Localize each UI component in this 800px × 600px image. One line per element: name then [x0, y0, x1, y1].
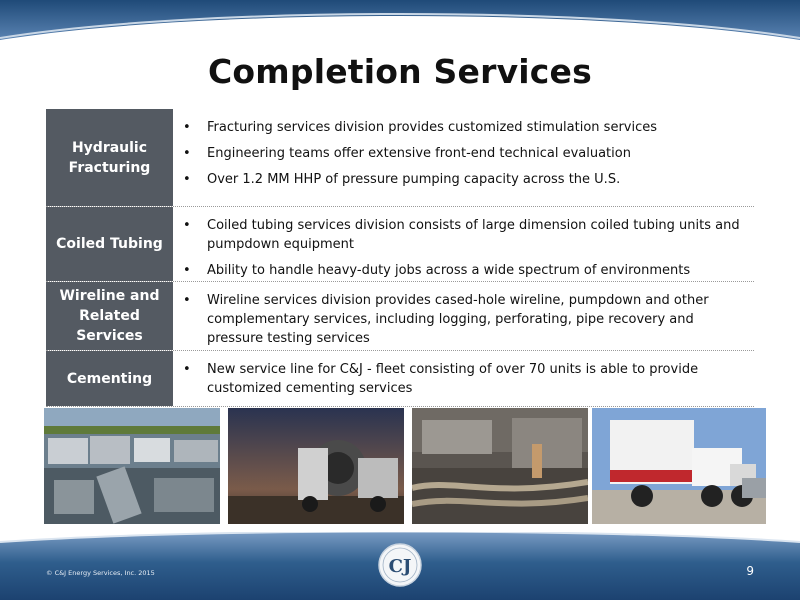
service-label: Wireline and Related Services — [46, 282, 173, 350]
services-table — [46, 109, 754, 407]
copyright-text: © C&J Energy Services, Inc. 2015 — [46, 569, 155, 577]
cementing-truck-photo — [592, 408, 766, 524]
service-label: Hydraulic Fracturing — [46, 109, 173, 206]
service-bullets — [173, 282, 754, 350]
service-label: Coiled Tubing — [46, 207, 173, 281]
header-swoosh — [0, 0, 800, 42]
wireline-equipment-photo — [412, 408, 588, 524]
service-bullets — [173, 207, 754, 281]
bullet-item: • Wireline services division provides cased-hole wireline, pumpdown and other complementary services, including logging, perforating, pipe recovery and pressure testing services — [181, 291, 744, 348]
photo-strip — [44, 408, 766, 524]
service-bullets — [173, 351, 754, 406]
logo-text: CJ — [388, 556, 412, 577]
bullet-item: • Coiled tubing services division consists of large dimension coiled tubing units and pumpdown equipment — [181, 216, 744, 254]
service-row-cementing — [46, 351, 754, 407]
bullet-item: • Fracturing services division provides customized stimulation services — [181, 118, 744, 137]
page-number: 9 — [746, 564, 754, 578]
coiled-tubing-unit-photo — [228, 408, 404, 524]
service-row-hydraulic-fracturing — [46, 109, 754, 207]
bullet-item: • Ability to handle heavy-duty jobs across a wide spectrum of environments — [181, 261, 744, 280]
service-row-coiled-tubing — [46, 207, 754, 282]
bullet-item: • New service line for C&J - fleet consisting of over 70 units is able to provide customized cementing services — [181, 360, 744, 398]
service-label: Cementing — [46, 351, 173, 406]
page-title: Completion Services — [208, 52, 592, 91]
bullet-item: • Engineering teams offer extensive front-end technical evaluation — [181, 144, 744, 163]
fracturing-fleet-photo — [44, 408, 220, 524]
service-row-wireline — [46, 282, 754, 351]
bullet-item: • Over 1.2 MM HHP of pressure pumping capacity across the U.S. — [181, 170, 744, 189]
company-logo-icon — [376, 540, 424, 590]
service-bullets — [173, 109, 754, 206]
